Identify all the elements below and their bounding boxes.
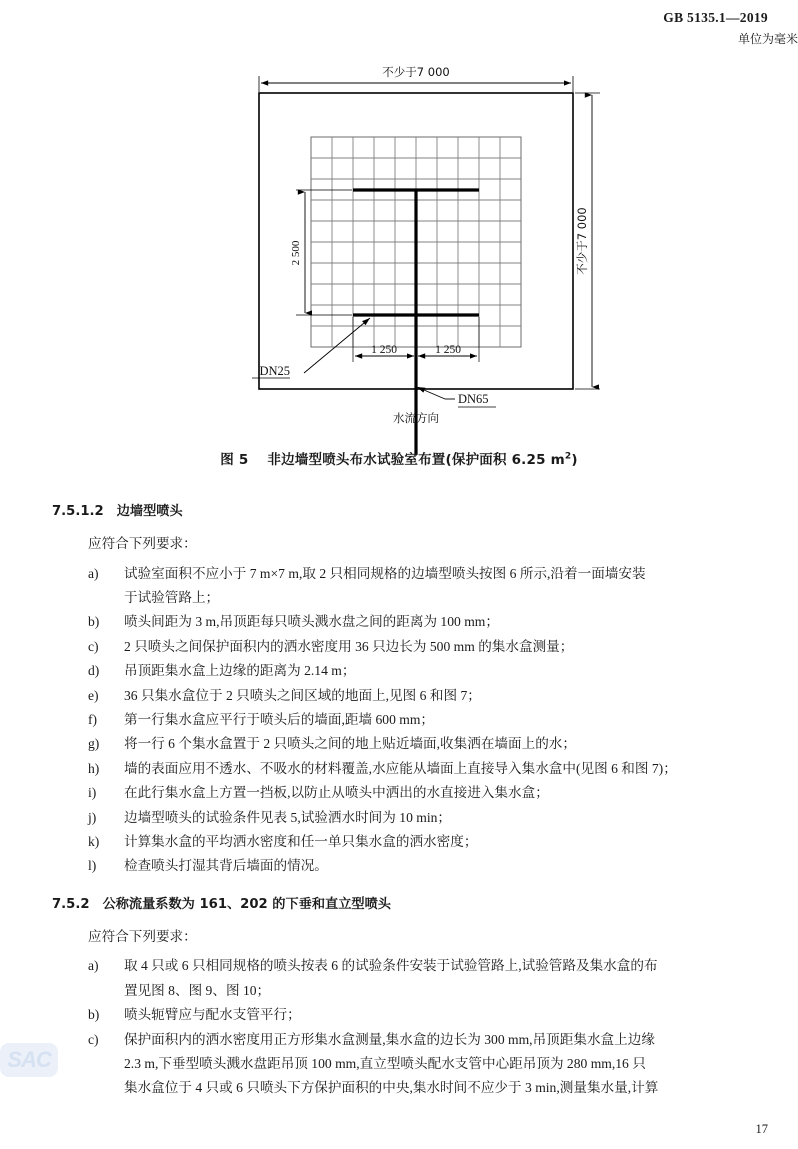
list-item-marker: k) [88,833,100,849]
list-item-marker: d) [88,663,100,679]
list-item [52,610,752,634]
list-item [52,708,752,732]
clause-number-7-5-2: 7.5.2 [52,896,90,912]
list-item-text [124,732,752,756]
page-header [50,10,768,32]
list-item-marker: e) [88,687,99,703]
flow-direction-label: 水流方向 [393,411,439,425]
list-item-line: 试验室面积不应小于 7 m×7 m,取 2 只相同规格的边墙型喷头按图 6 所示,沿着一面墙安装 [124,565,646,581]
bottom-dimension-right-label: 1 250 [435,344,461,356]
requirement-list-7-5-1-2 [52,562,752,879]
figure-caption-text: 非边墙型喷头布水试验室布置(保护面积 6.25 m [267,452,565,468]
list-item-line: 墙的表面应用不透水、不吸水的材料覆盖,水应能从墙面上直接导入集水盒中(见图 6 和图 7)； [124,760,677,776]
top-dimension-label: 不少于7 000 [382,65,450,79]
list-item-marker: c) [88,1031,99,1047]
list-item-line: 第一行集水盒应平行于喷头后的墙面,距墙 600 mm； [124,711,435,727]
list-item-text [124,610,752,634]
list-item-marker: a) [88,958,99,974]
list-item-marker: c) [88,638,99,654]
list-item-line: 喷头间距为 3 m,吊顶距每只喷头溅水盘之间的距离为 100 mm； [124,614,499,630]
right-dimension-label: 不少于7 000 [575,207,589,275]
left-dimension [290,190,352,315]
figure-caption [0,448,798,468]
list-item-marker: a) [88,565,99,581]
clause-lead-7-5-2: 应符合下列要求： [88,928,197,944]
figure-caption-prefix: 图 5 [220,452,249,468]
list-item-text [124,854,752,878]
clause-heading-7-5-2 [52,893,752,912]
figure-caption-suffix: ) [571,452,578,468]
list-item-line: 吊顶距集水盒上边缘的距离为 2.14 m； [124,663,356,679]
list-item-marker: i) [88,785,97,801]
left-dimension-label: 2 500 [290,240,302,266]
right-dimension [575,93,600,389]
list-item-line: 集水盒位于 4 只或 6 只喷头下方保护面积的中央,集水时间不应少于 3 min,测量集水量,计算 [124,1080,659,1096]
page-number: 17 [755,1122,768,1136]
list-item [52,954,752,1003]
sac-watermark-logo: SAC [0,1043,58,1077]
list-item-text [124,830,752,854]
list-item-marker: g) [88,736,100,752]
list-item-text [124,708,752,732]
dn25-label: DN25 [259,364,290,378]
list-item-line: 36 只集水盒位于 2 只喷头之间区域的地面上,见图 6 和图 7； [124,687,481,703]
list-item-line: 2.3 m,下垂型喷头溅水盘距吊顶 100 mm,直立型喷头配水支管中心距吊顶为 280 mm,16 只 [124,1055,646,1071]
list-item-text [124,806,752,830]
list-item-text [124,757,752,781]
requirement-list-7-5-2 [52,954,752,1100]
list-item [52,854,752,878]
section-spacer [52,879,752,893]
clause-title-7-5-2: 公称流量系数为 161、202 的下垂和直立型喷头 [102,896,391,912]
list-item-text [124,659,752,683]
clause-heading-7-5-1-2 [52,500,752,519]
clause-number-7-5-1-2: 7.5.1.2 [52,504,104,519]
list-item [52,806,752,830]
list-item-text [124,1028,752,1101]
list-item-marker: f) [88,711,98,727]
list-item [52,659,752,683]
figure-5-diagram [0,62,798,462]
list-item [52,684,752,708]
list-item-marker: j) [88,809,97,825]
list-item-line: 取 4 只或 6 只相同规格的喷头按表 6 的试验条件安装于试验管路上,试验管路及集水盒的布 [124,958,658,974]
dn65-label: DN65 [458,392,489,406]
list-item-line: 置见图 8、图 9、图 10； [124,982,271,998]
list-item-line: 检查喷头打湿其背后墙面的情况。 [124,858,328,874]
clause-title-7-5-1-2: 边墙型喷头 [116,504,183,519]
list-item-line: 2 只喷头之间保护面积内的洒水密度用 36 只边长为 500 mm 的集水盒测量； [124,638,574,654]
dn65-leader [417,387,496,407]
list-item [52,1028,752,1101]
list-item [52,781,752,805]
list-item-line: 在此行集水盒上方置一挡板,以防止从喷头中洒出的水直接进入集水盒； [124,785,549,801]
list-item [52,562,752,611]
list-item-text [124,684,752,708]
clause-lead-7-5-1-2: 应符合下列要求： [88,536,197,551]
list-item-marker: l) [88,858,97,874]
standard-code-text: GB 5135.1—2019 [663,10,768,25]
list-item-line: 喷头轭臂应与配水支管平行； [124,1007,301,1023]
list-item-line: 于试验管路上； [124,589,220,605]
list-item-line: 边墙型喷头的试验条件见表 5,试验洒水时间为 10 min； [124,809,452,825]
figure-caption-superscript: 2 [564,451,572,462]
list-item [52,830,752,854]
list-item [52,757,752,781]
list-item [52,635,752,659]
list-item-text [124,781,752,805]
list-item-marker: b) [88,1007,100,1023]
unit-note: 单位为毫米 [737,32,798,46]
list-item-text [124,635,752,659]
list-item-line: 计算集水盒的平均洒水密度和任一单只集水盒的洒水密度； [124,833,478,849]
list-item-text [124,1003,752,1027]
standard-code [663,10,768,26]
list-item [52,1003,752,1027]
top-dimension [259,65,573,92]
document-body [52,500,752,1101]
list-item-marker: h) [88,760,100,776]
list-item-line: 将一行 6 个集水盒置于 2 只喷头之间的地上贴近墙面,收集洒在墙面上的水； [124,736,576,752]
list-item-text [124,562,752,611]
list-item [52,732,752,756]
bottom-dimension-left-label: 1 250 [371,344,397,356]
list-item-text [124,954,752,1003]
list-item-line: 保护面积内的洒水密度用正方形集水盒测量,集水盒的边长为 300 mm,吊顶距集水盒上边缘 [124,1031,655,1047]
list-item-marker: b) [88,614,100,630]
